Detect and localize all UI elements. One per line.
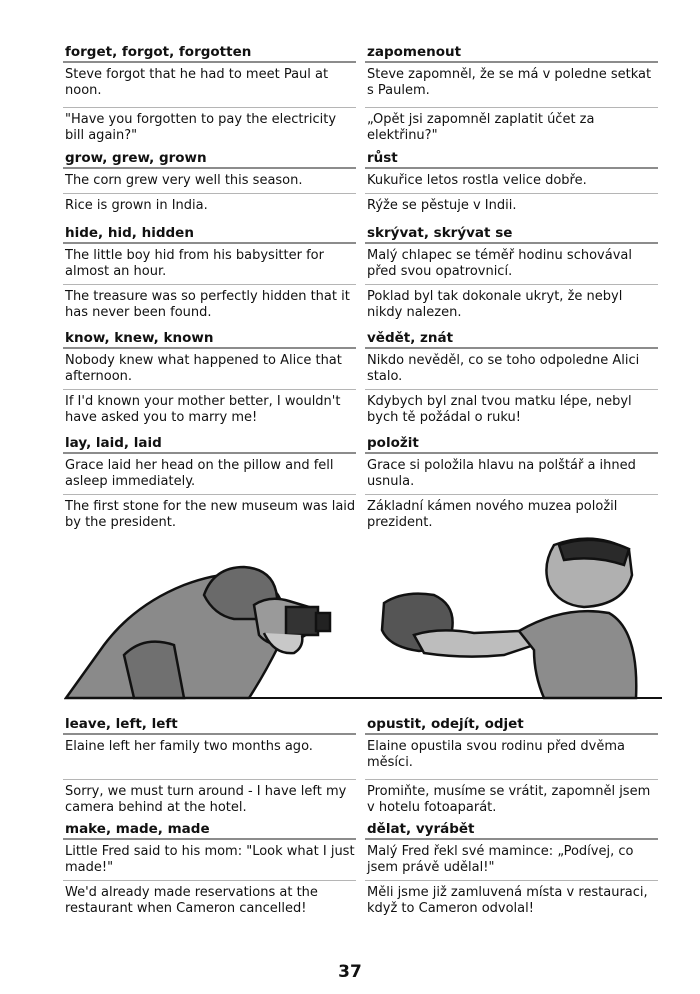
translation-heading: opustit, odejít, odjet xyxy=(365,716,658,735)
example-sentence: The treasure was so perfectly hidden that it has never been found. xyxy=(65,289,350,320)
translated-sentence: Měli jsme již zamluvená místa v restauraci, když to Cameron odvolal! xyxy=(367,885,648,916)
translation-heading: vědět, znát xyxy=(365,330,658,349)
entry-grow-en xyxy=(63,150,356,218)
verb-heading: leave, left, left xyxy=(63,716,356,735)
example-sentence: Steve forgot that he had to meet Paul at noon. xyxy=(63,67,356,108)
entry-know-en xyxy=(63,330,356,430)
translation-heading: položit xyxy=(365,435,658,454)
illustration-photographer-and-president xyxy=(64,535,662,700)
translated-sentence: Malý Fred řekl své mamince: „Podívej, co jsem právě udělal!" xyxy=(365,844,658,881)
example-sentence: Elaine left her family two months ago. xyxy=(63,739,356,780)
verb-heading: forget, forgot, forgotten xyxy=(63,44,356,63)
example-sentence: We'd already made reservations at the restaurant when Cameron cancelled! xyxy=(65,885,318,916)
entry-make-cz xyxy=(365,821,658,921)
verb-heading: grow, grew, grown xyxy=(63,150,356,169)
translated-sentence: Steve zapomněl, že se má v poledne setkat s Paulem. xyxy=(365,67,658,108)
example-sentence: Little Fred said to his mom: "Look what I just made!" xyxy=(63,844,356,881)
page-number: 37 xyxy=(338,962,362,982)
translation-heading: skrývat, skrývat se xyxy=(365,225,658,244)
translated-sentence: Poklad byl tak dokonale ukryt, že nebyl nikdy nalezen. xyxy=(367,289,623,320)
translated-sentence: Kukuřice letos rostla velice dobře. xyxy=(365,173,658,194)
example-sentence: The first stone for the new museum was laid by the president. xyxy=(65,499,356,530)
example-sentence: Sorry, we must turn around - I have left my camera behind at the hotel. xyxy=(65,784,347,815)
president-figure xyxy=(382,539,636,698)
translated-sentence: „Opět jsi zapomněl zaplatit účet za elektřinu?" xyxy=(367,112,595,143)
entry-know-cz xyxy=(365,330,658,430)
translated-sentence: Grace si položila hlavu na polštář a ihned usnula. xyxy=(365,458,658,495)
entry-make-en xyxy=(63,821,356,921)
example-sentence: Nobody knew what happened to Alice that afternoon. xyxy=(63,353,356,390)
translation-heading: zapomenout xyxy=(365,44,658,63)
example-sentence: The little boy hid from his babysitter for almost an hour. xyxy=(63,248,356,285)
example-sentence: Grace laid her head on the pillow and fell asleep immediately. xyxy=(63,458,356,495)
entry-forget-en xyxy=(63,44,356,148)
entry-grow-cz xyxy=(365,150,658,218)
verb-heading: lay, laid, laid xyxy=(63,435,356,454)
translated-sentence: Kdybych byl znal tvou matku lépe, nebyl bych tě požádal o ruku! xyxy=(367,394,632,425)
translation-heading: růst xyxy=(365,150,658,169)
entry-leave-en xyxy=(63,716,356,820)
translated-sentence: Základní kámen nového muzea položil prezident. xyxy=(367,499,618,530)
verb-heading: make, made, made xyxy=(63,821,356,840)
example-sentence: Rice is grown in India. xyxy=(65,198,208,213)
entry-lay-en xyxy=(63,435,356,535)
entry-hide-cz xyxy=(365,225,658,325)
example-sentence: "Have you forgotten to pay the electricity bill again?" xyxy=(65,112,337,143)
translated-sentence: Malý chlapec se téměř hodinu schovával před svou opatrovnicí. xyxy=(365,248,658,285)
entry-forget-cz xyxy=(365,44,658,148)
entry-lay-cz xyxy=(365,435,658,535)
translated-sentence: Nikdo nevěděl, co se toho odpoledne Alici stalo. xyxy=(365,353,658,390)
verb-heading: know, knew, known xyxy=(63,330,356,349)
translated-sentence: Promiňte, musíme se vrátit, zapomněl jsem v hotelu fotoaparát. xyxy=(367,784,651,815)
verb-heading: hide, hid, hidden xyxy=(63,225,356,244)
translated-sentence: Rýže se pěstuje v Indii. xyxy=(367,198,517,213)
photographer-figure xyxy=(66,567,330,698)
translation-heading: dělat, vyrábět xyxy=(365,821,658,840)
entry-leave-cz xyxy=(365,716,658,820)
example-sentence: The corn grew very well this season. xyxy=(63,173,356,194)
translated-sentence: Elaine opustila svou rodinu před dvěma měsíci. xyxy=(365,739,658,780)
entry-hide-en xyxy=(63,225,356,325)
example-sentence: If I'd known your mother better, I wouldn't have asked you to marry me! xyxy=(65,394,341,425)
